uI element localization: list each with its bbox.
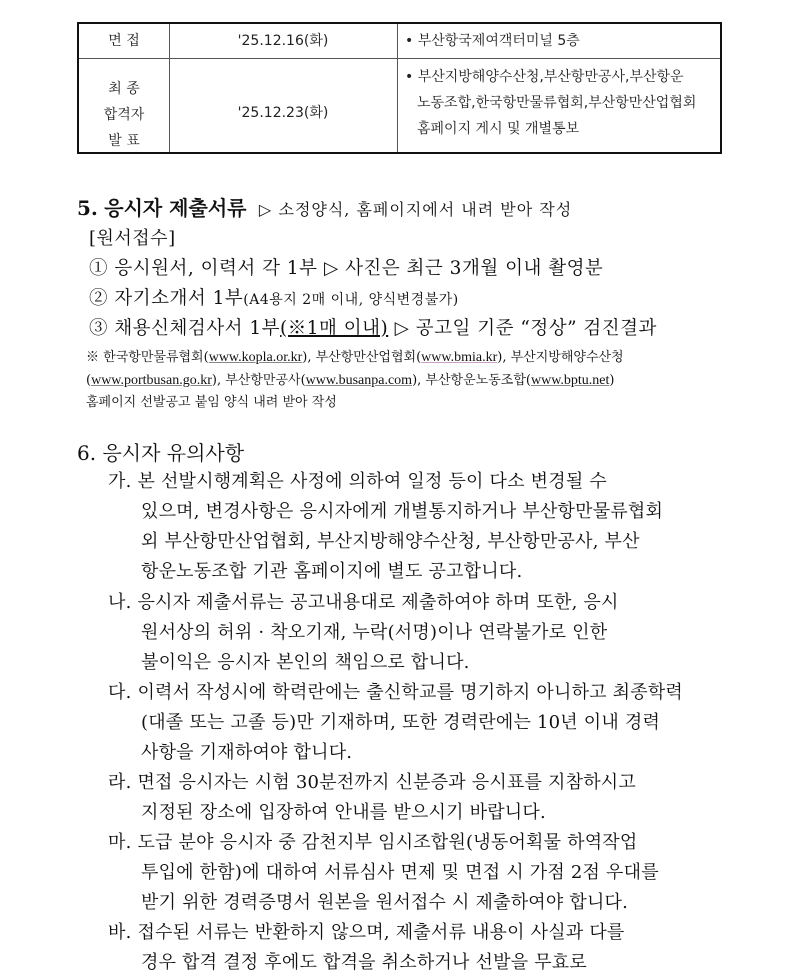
table-cell-final-label [79,76,169,154]
link-portbusan[interactable]: www.portbusan.go.kr [91,373,212,388]
row-label: 최 종 [108,81,140,97]
row-label: 합격자 [103,107,145,123]
org-name: 부산항만산업협회 [315,350,417,365]
notice-line: 항운노동조합 기관 홈페이지에 별도 공고합니다. [141,561,523,582]
notice-line: 원서상의 허위 · 착오기재, 누락(서명)이나 연락불가로 인한 [141,622,608,643]
row-date: '25.12.16(화) [237,33,329,49]
notice-item-da [108,678,720,768]
row-detail-line: 노동조합,한국항만물류협회,부산항만산업협회 [417,95,697,111]
table-cell-interview-label [79,28,169,54]
notice-line [108,918,720,948]
row-detail-line: • 부산항국제여객터미널 5층 [405,33,580,49]
triangle-arrow-icon: ▷ [323,258,339,279]
link-busanpa[interactable]: www.busanpa.com [305,373,413,388]
line-text: 이력서 작성시에 학력란에는 출신학교를 명기하지 아니하고 최종학력 [137,682,684,703]
note-line-3: 홈페이지 선발공고 붙임 양식 내려 받아 작성 [86,395,337,410]
notice-line: 투입에 한함)에 대하여 서류심사 면제 및 면접 시 가점 2점 우대를 [141,862,659,883]
notice-line: (대졸 또는 고졸 등)만 기재하며, 또한 경력란에는 10년 이내 경력 [141,712,661,733]
notice-item-ma [108,828,720,918]
subheading-application: [원서접수] [89,228,176,249]
notice-line: 지정된 장소에 입장하여 안내를 받으시기 바랍니다. [141,802,546,823]
row-detail-line: • 부산지방해양수산청,부산항만공사,부산항운 [405,69,684,85]
notice-line: 사항을 기재하여야 합니다. [141,742,353,763]
item-marker: 나. [108,592,132,613]
notice-line: 경우 합격 결정 후에도 합격을 취소하거나 선발을 무효로 [141,952,587,973]
section-6-heading [77,437,244,466]
table-cell-final-detail [405,64,696,142]
table-cell-interview-detail [405,28,580,54]
row-label: 면 접 [108,33,140,49]
item-marker: 바. [108,922,132,943]
line-text: 응시자 제출서류는 공고내용대로 제출하여야 하며 또한, 응시 [137,592,619,613]
item-underlined-note: (※1매 이내) [280,318,389,339]
circled-number-2: ② [89,288,109,309]
notice-line [108,678,720,708]
link-bmia[interactable]: www.bmia.kr [421,350,498,365]
section-5-heading [77,192,572,221]
notice-line [108,768,720,798]
link-kopla[interactable]: www.kopla.or.kr [208,350,303,365]
item-marker: 가. [108,471,132,492]
item-marker: 마. [108,832,132,853]
org-name: 부산항운노동조합 [425,373,526,388]
triangle-arrow-icon: ▷ [394,318,410,339]
item-marker: 다. [108,682,132,703]
section-title: 응시자 제출서류 [104,196,247,220]
notice-item-na [108,588,720,678]
notice-item-ga [108,467,720,587]
row-detail-line: 홈페이지 게시 및 개별통보 [417,121,580,137]
notice-line: 불이익은 응시자 본인의 책임으로 합니다. [141,652,470,673]
document-item-2 [89,284,459,310]
line-text: 면접 응시자는 시험 30분전까지 신분증과 응시표를 지참하시고 [137,772,636,793]
notice-line: 받기 위한 경력증명서 원본을 원서접수 시 제출하여야 합니다. [141,892,629,913]
item-text: 자기소개서 1부 [114,288,244,309]
org-name: 부산항만공사 [225,373,301,388]
notice-line [108,828,720,858]
note-line-1: ※ 한국항만물류협회(www.kopla.or.kr), 부산항만산업협회(www.bmia.kr), 부산지방해양수산청 [86,350,624,365]
org-name: 한국항만물류협회 [103,350,204,365]
circled-number-1: ① [89,258,109,279]
line-text: 도급 분야 응시자 중 감천지부 임시조합원(냉동어획물 하역작업 [137,832,638,853]
notice-line: 있으며, 변경사항은 응시자에게 개별통지하거나 부산항만물류협회 [141,501,664,522]
line-text: 본 선발시행계획은 사정에 의하여 일정 등이 다소 변경될 수 [137,471,607,492]
section-subtitle: 소정양식, 홈페이지에서 내려 받아 작성 [278,200,573,219]
reference-mark-icon: ※ [86,350,100,365]
row-label: 발 표 [108,133,140,149]
circled-number-3: ③ [89,318,109,339]
link-bptu[interactable]: www.bptu.net [530,373,610,388]
section-number: 5. [77,196,98,220]
item-text: 채용신체검사서 1부 [114,318,281,339]
section-title: 응시자 유의사항 [102,441,245,465]
item-note: 사진은 최근 3개월 이내 촬영분 [345,258,604,279]
item-marker: 라. [108,772,132,793]
notice-line [108,467,720,497]
table-row-divider [79,58,720,59]
notice-line [108,588,720,618]
document-item-3 [89,314,657,340]
schedule-table [77,22,722,154]
org-name: 부산지방해양수산청 [510,350,624,365]
notice-item-ba [108,918,720,978]
section-number: 6. [77,441,97,465]
item-note: 공고일 기준 “정상” 검진결과 [415,318,657,339]
row-date: '25.12.23(화) [237,105,329,121]
table-cell-final-date [169,100,397,126]
table-cell-interview-date [169,28,397,54]
triangle-arrow-icon: ▷ [258,200,273,219]
document-item-1 [89,254,603,280]
notice-item-ra [108,768,720,828]
table-column-divider [397,24,398,152]
note-line-2: (www.portbusan.go.kr), 부산항만공사(www.busanpa.com), 부산항운노동조합(www.bptu.net) [86,373,615,388]
item-text: 응시원서, 이력서 각 1부 [114,258,318,279]
notice-line: 외 부산항만산업협회, 부산지방해양수산청, 부산항만공사, 부산 [141,531,640,552]
item-paren-note: (A4용지 2매 이내, 양식변경불가) [243,292,459,308]
line-text: 접수된 서류는 반환하지 않으며, 제출서류 내용이 사실과 다를 [137,922,625,943]
